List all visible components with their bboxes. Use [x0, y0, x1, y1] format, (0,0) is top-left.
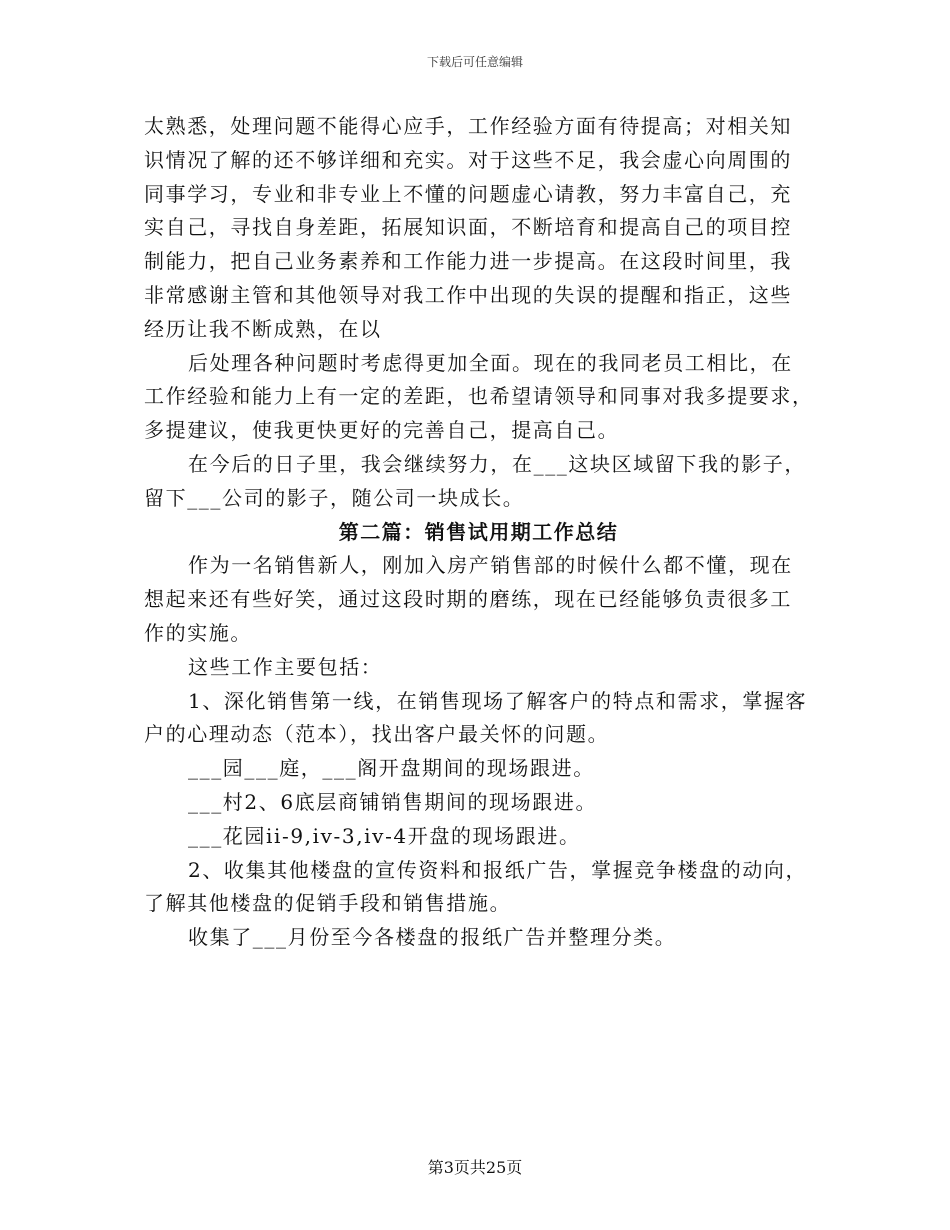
- body-line: 多提建议，使我更快更好的完善自己，提高自己。: [144, 418, 620, 443]
- body-line: 非常感谢主管和其他领导对我工作中出现的失误的提醒和指正，这些: [144, 282, 792, 307]
- body-line: 同事学习，专业和非专业上不懂的问题虚心请教，努力丰富自己，充: [144, 181, 792, 206]
- body-line: 户的心理动态（范本），找出客户最关怀的问题。: [144, 722, 610, 747]
- body-line: ___村2、6底层商铺销售期间的现场跟进。: [188, 789, 598, 814]
- body-line: ___花园ii-9,iv-3,iv-4开盘的现场跟进。: [188, 823, 581, 848]
- body-line: 经历让我不断成熟，在以: [144, 316, 382, 341]
- body-line: 后处理各种问题时考虑得更加全面。现在的我同老员工相比，在: [188, 350, 793, 375]
- body-line: 1、深化销售第一线，在销售现场了解客户的特点和需求，掌握客: [188, 688, 808, 713]
- body-line: 想起来还有些好笑，通过这段时期的磨练，现在已经能够负责很多工: [144, 587, 792, 612]
- body-line: 工作经验和能力上有一定的差距，也希望请领导和同事对我多提要求，: [144, 384, 814, 409]
- body-line: 在今后的日子里，我会继续努力，在___这块区域留下我的影子，: [188, 451, 806, 476]
- body-line: 留下___公司的影子，随公司一块成长。: [144, 485, 525, 510]
- body-line: 作的实施。: [144, 620, 252, 645]
- document-body: [144, 110, 814, 955]
- body-line: 收集了___月份至今各楼盘的报纸广告并整理分类。: [188, 925, 677, 950]
- body-line: 制能力，把自己业务素养和工作能力进一步提高。在这段时间里，我: [144, 249, 792, 274]
- page-header: 下载后可任意编辑: [426, 55, 523, 69]
- body-line: 了解其他楼盘的促销手段和销售措施。: [144, 891, 512, 916]
- body-line: 识情况了解的还不够详细和充实。对于这些不足，我会虚心向周围的: [144, 147, 792, 172]
- body-line: 太熟悉，处理问题不能得心应手，工作经验方面有待提高；对相关知: [144, 114, 792, 138]
- body-line: 这些工作主要包括：: [188, 654, 383, 679]
- body-line: ___园___庭，___阁开盘期间的现场跟进。: [188, 756, 595, 781]
- section-heading: 第二篇：销售试用期工作总结: [338, 519, 619, 544]
- body-line: 2、收集其他楼盘的宣传资料和报纸广告，掌握竞争楼盘的动向，: [188, 857, 808, 882]
- page-number: 第3页共25页: [427, 1158, 523, 1177]
- body-line: 实自己，寻找自身差距，拓展知识面，不断培育和提高自己的项目控: [144, 215, 792, 240]
- body-line: 作为一名销售新人，刚加入房产销售部的时候什么都不懂，现在: [188, 553, 793, 578]
